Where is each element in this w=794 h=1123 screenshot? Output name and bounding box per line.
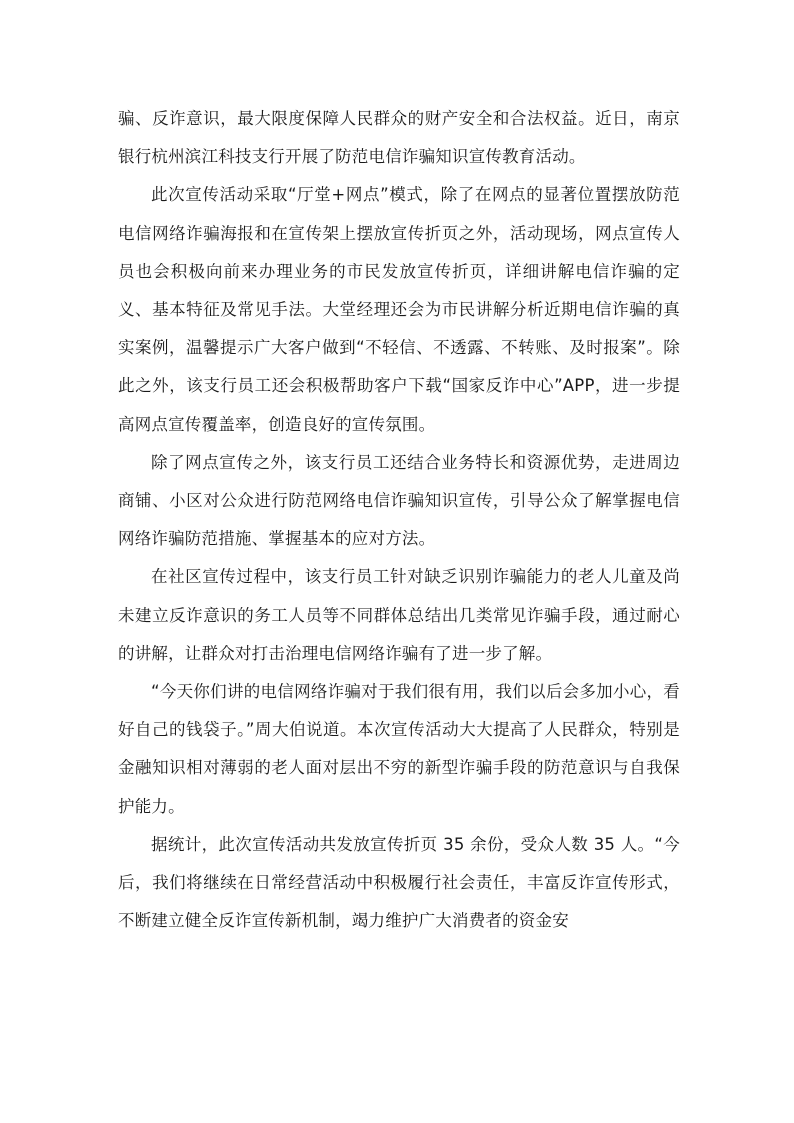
- paragraph-community: 在社区宣传过程中，该支行员工针对缺乏识别诈骗能力的老人儿童及尚未建立反诈意识的务工人员等不同群体总结出几类常见诈骗手段，通过耐心的讲解，让群众对打击治理电信网络诈骗有了进一步了解。: [118, 567, 680, 663]
- paragraph-outreach: 除了网点宣传之外，该支行员工还结合业务特长和资源优势，走进周边商铺、小区对公众进行防范网络电信诈骗知识宣传，引导公众了解掌握电信网络诈骗防范措施、掌握基本的应对方法。: [118, 452, 680, 549]
- article-body: [118, 100, 680, 940]
- paragraph-continuation: 骗、反诈意识，最大限度保障人民群众的财产安全和合法权益。近日，南京银行杭州滨江科技支行开展了防范电信诈骗知识宣传教育活动。: [118, 109, 680, 167]
- paragraph-statistics: 据统计，此次宣传活动共发放宣传折页 35 余份，受众人数 35 人。“今后，我们将继续在日常经营活动中积极履行社会责任，丰富反诈宣传形式，不断建立健全反诈宣传新机制，竭力维护广大消费者的资金安: [118, 834, 680, 931]
- paragraph-activity-mode: 此次宣传活动采取“厅堂+网点”模式，除了在网点的显著位置摆放防范电信网络诈骗海报和在宣传架上摆放宣传折页之外，活动现场，网点宣传人员也会积极向前来办理业务的市民发放宣传折页，详细讲解电信诈骗的定义、基本特征及常见手法。大堂经理还会为市民讲解分析近期电信诈骗的真实案例，温馨提示广大客户做到“不轻信、不透露、不转账、及时报案”。除此之外，该支行员工还会积极帮助客户下载“国家反诈中心”APP，进一步提高网点宣传覆盖率，创造良好的宣传氛围。: [118, 185, 680, 434]
- paragraph-quote: “今天你们讲的电信网络诈骗对于我们很有用，我们以后会多加小心，看好自己的钱袋子。”周大伯说道。本次宣传活动大大提高了人民群众，特别是金融知识相对薄弱的老人面对层出不穷的新型诈骗手段的防范意识与自我保护能力。: [118, 682, 680, 816]
